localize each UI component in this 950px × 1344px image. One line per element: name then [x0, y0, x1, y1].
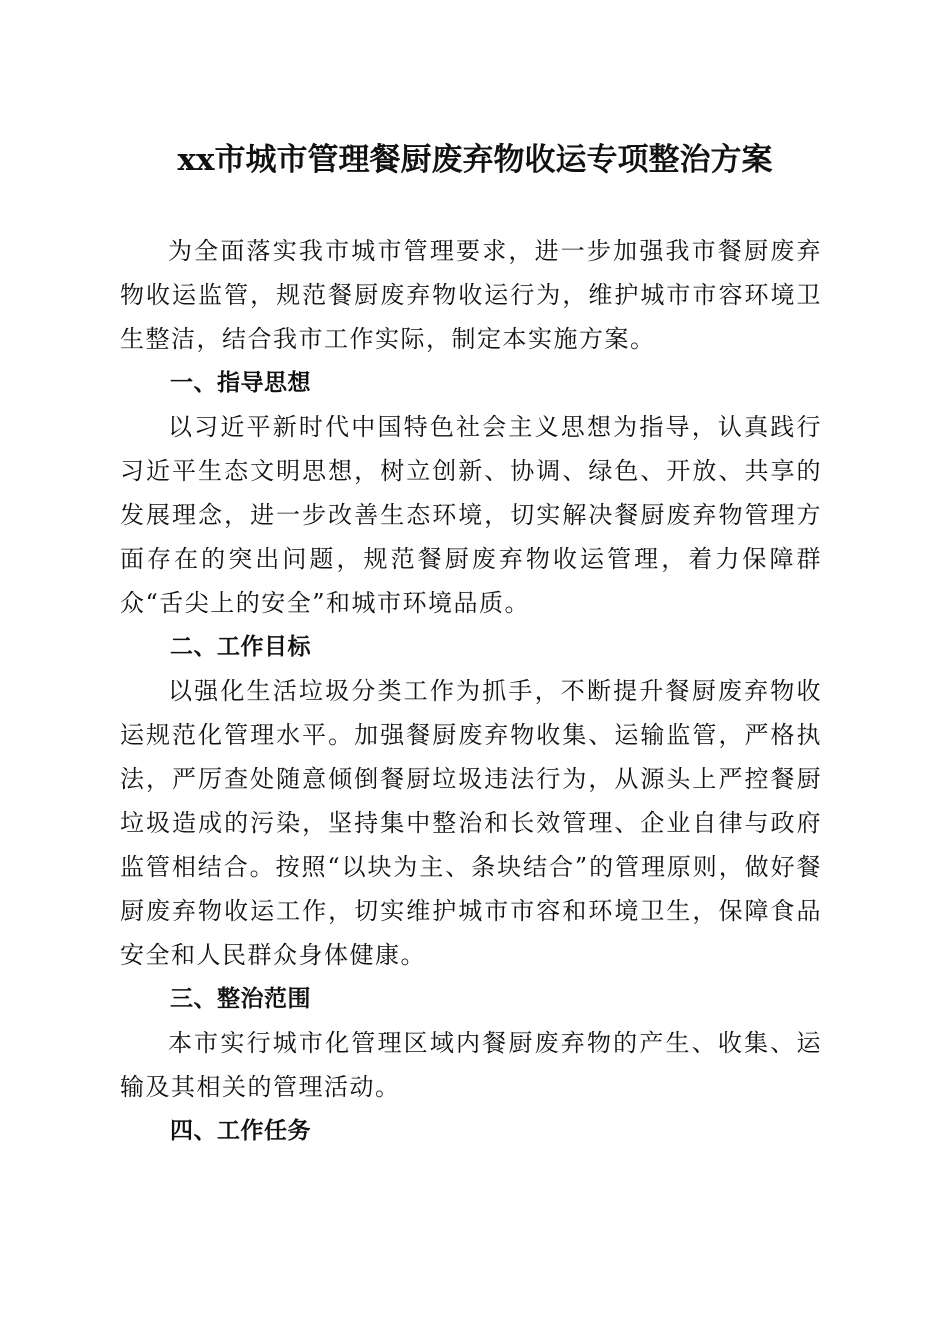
- section-heading-work-tasks: 四、工作任务: [170, 1118, 311, 1144]
- section-heading-guiding-ideology: 一、指导思想: [170, 370, 311, 396]
- section-paragraph-guiding-ideology: 以习近平新时代中国特色社会主义思想为指导，认真践行习近平生态文明思想，树立创新、协调、绿色、开放、共享的发展理念，进一步改善生态环境，切实解决餐厨废弃物管理方面存在的突出问题，规范餐厨废弃物收运管理，着力保障群众“舌尖上的安全”和城市环境品质。: [120, 413, 822, 617]
- section-paragraph-work-goals: 以强化生活垃圾分类工作为抓手，不断提升餐厨废弃物收运规范化管理水平。加强餐厨废弃物收集、运输监管，严格执法，严厉查处随意倾倒餐厨垃圾违法行为，从源头上严控餐厨垃圾造成的污染，坚持集中整治和长效管理、企业自律与政府监管相结合。按照“以块为主、条块结合”的管理原则，做好餐厨废弃物收运工作，切实维护城市市容和环境卫生，保障食品安全和人民群众身体健康。: [120, 677, 822, 969]
- section-heading-work-goals: 二、工作目标: [170, 634, 311, 660]
- document-body: [120, 229, 822, 1153]
- section-heading-scope: 三、整治范围: [170, 986, 311, 1012]
- document-title: xx市城市管理餐厨废弃物收运专项整治方案: [177, 142, 773, 178]
- intro-paragraph: 为全面落实我市城市管理要求，进一步加强我市餐厨废弃物收运监管，规范餐厨废弃物收运行为，维护城市市容环境卫生整洁，结合我市工作实际，制定本实施方案。: [120, 237, 822, 353]
- section-paragraph-scope: 本市实行城市化管理区域内餐厨废弃物的产生、收集、运输及其相关的管理活动。: [120, 1029, 822, 1101]
